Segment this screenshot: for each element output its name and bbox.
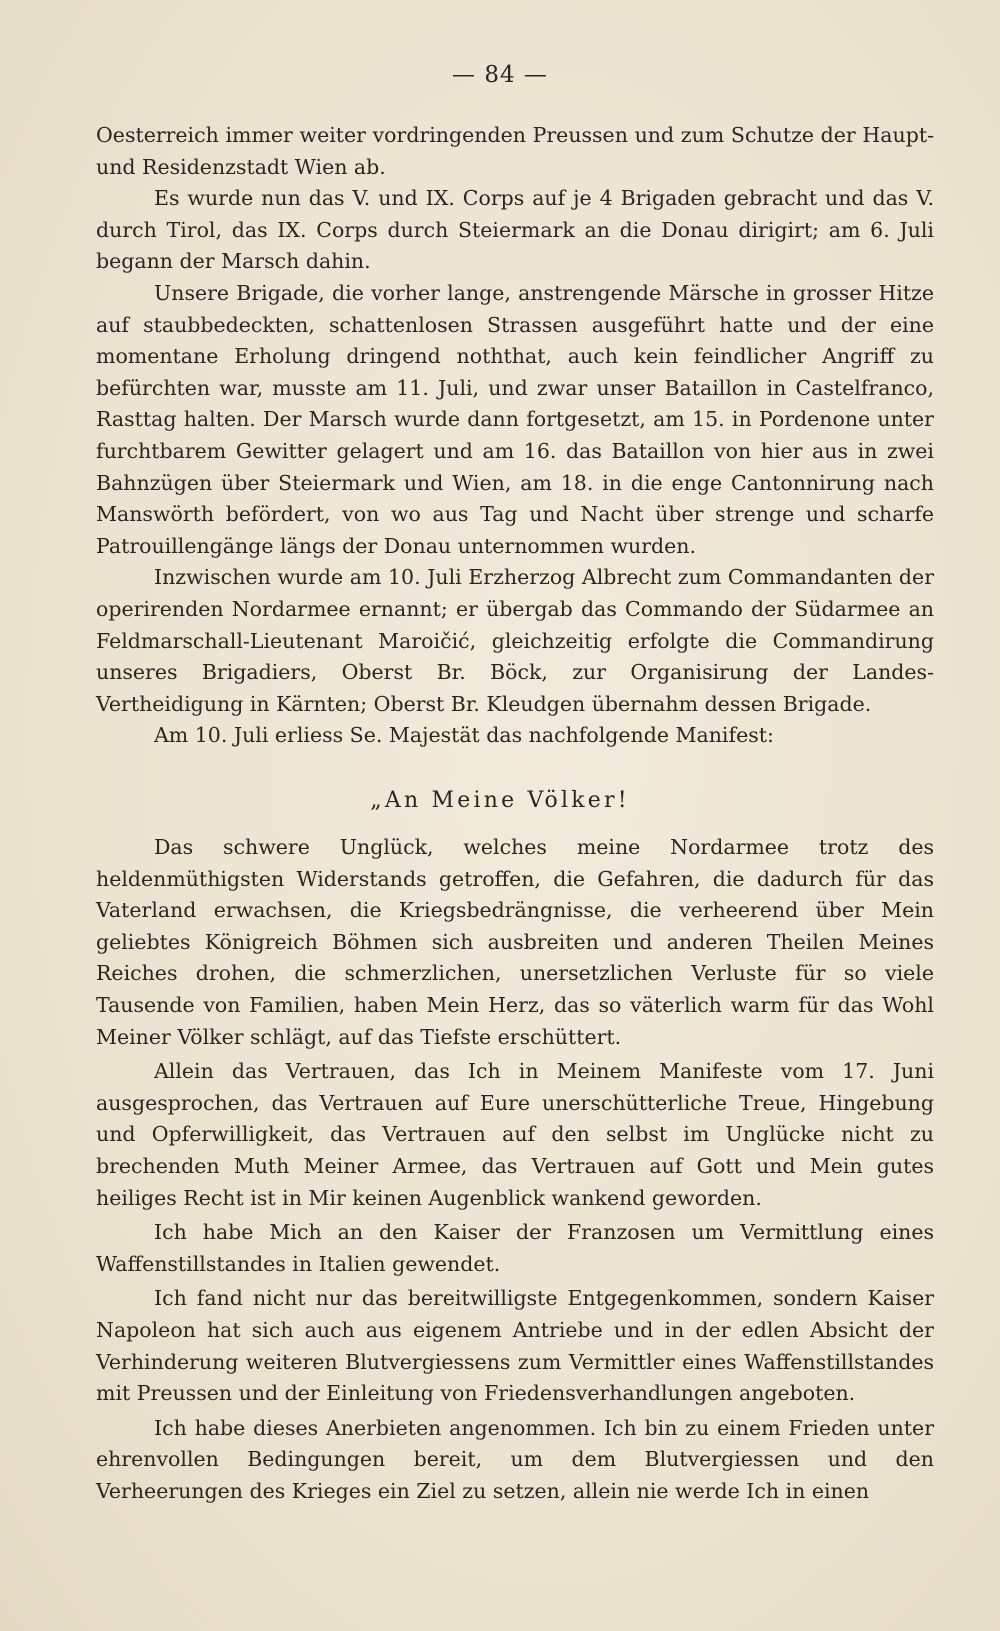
report-text — [96, 120, 934, 752]
manifest-paragraph: Ich fand nicht nur das bereitwilligste Entgegenkommen, sondern Kaiser Napoleon hat sich auch aus eigenem Antriebe und in der edlen Absicht der Verhinderung weiteren Blutvergiessens zum Vermittler eines Waffenstillstandes mit Preussen und der Einleitung von Friedensverhandlungen angeboten. — [96, 1286, 934, 1406]
report-paragraph: Inzwischen wurde am 10. Juli Erzherzog Albrecht zum Commandanten der operirenden Nordarmee ernannt; er übergab das Commando der Südarmee an Feldmarschall-Lieutenant Maroičić, gleichzeitig erfolgte die Commandirung unseres Brigadiers, Oberst Br. Böck, zur Organisirung der Landes-Vertheidigung in Kärnten; Oberst Br. Kleudgen übernahm dessen Brigade. — [96, 565, 934, 716]
page-number: — 84 — — [452, 62, 548, 88]
manifest-text — [96, 832, 934, 1510]
report-paragraph: Oesterreich immer weiter vordringenden Preussen und zum Schutze der Haupt- und Residenzstadt Wien ab. — [96, 123, 934, 179]
manifest-paragraph: Ich habe Mich an den Kaiser der Franzosen um Vermittlung eines Waffenstillstandes in Italien gewendet. — [96, 1220, 934, 1276]
manifest-title: „An Meine Völker! — [370, 788, 630, 813]
report-paragraph: Es wurde nun das V. und IX. Corps auf je 4 Brigaden gebracht und das V. durch Tirol, das IX. Corps durch Steiermark an die Donau dirigirt; am 6. Juli begann der Marsch dahin. — [96, 186, 934, 274]
report-paragraph: Unsere Brigade, die vorher lange, anstrengende Märsche in grosser Hitze auf staubbedeckten, schattenlosen Strassen ausgeführt hatte und der eine momentane Erholung dringend noththat, auch kein feindlicher Angriff zu befürchten war, musste am 11. Juli, und zwar unser Bataillon in Castelfranco, Rasttag halten. Der Marsch wurde dann fortgesetzt, am 15. in Pordenone unter furchtbarem Gewitter gelagert und am 16. das Bataillon von hier aus in zwei Bahnzügen über Steiermark und Wien, am 18. in die enge Cantonnirung nach Manswörth befördert, von wo aus Tag und Nacht über strenge und scharfe Patrouillengänge längs der Donau unternommen wurden. — [96, 280, 934, 558]
manifest-paragraph: Allein das Vertrauen, das Ich in Meinem Manifeste vom 17. Juni ausgesprochen, das Vertrauen auf Eure unerschütterliche Treue, Hingebung und Opferwilligkeit, das Vertrauen auf den selbst im Unglücke nicht zu brechenden Muth Meiner Armee, das Vertrauen auf Gott und Mein gutes heiliges Recht ist in Mir keinen Augenblick wankend geworden. — [96, 1059, 934, 1210]
report-paragraph: Am 10. Juli erliess Se. Majestät das nachfolgende Manifest: — [154, 723, 774, 748]
manifest-paragraph: Das schwere Unglück, welches meine Nordarmee trotz des heldenmüthigsten Widerstands getroffen, die Gefahren, die dadurch für das Vaterland erwachsen, die Kriegsbedrängnisse, die verheerend über Mein geliebtes Königreich Böhmen sich ausbreiten und anderen Theilen Meines Reiches drohen, die schmerzlichen, unersetzlichen Verluste für so viele Tausende von Familien, haben Mein Herz, das so väterlich warm für das Wohl Meiner Völker schlägt, auf das Tiefste erschüttert. — [96, 835, 934, 1049]
manifest-paragraph: Ich habe dieses Anerbieten angenommen. Ich bin zu einem Frieden unter ehrenvollen Bedingungen bereit, um dem Blutvergiessen und den Verheerungen des Krieges ein Ziel zu setzen, allein nie werde Ich in einen — [96, 1415, 934, 1503]
